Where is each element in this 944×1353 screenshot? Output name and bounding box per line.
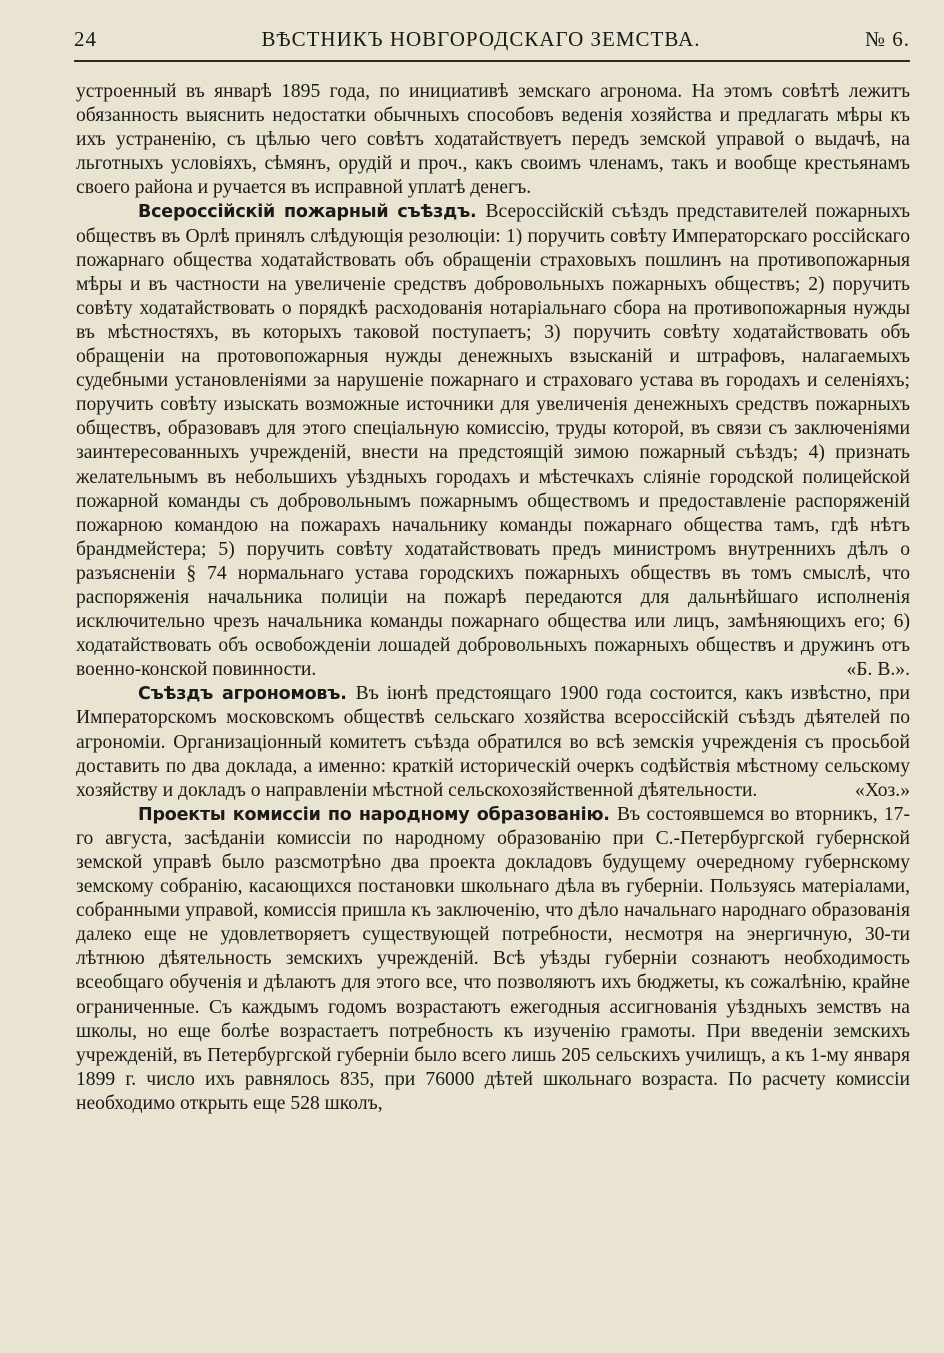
- page-number: 24: [74, 26, 97, 51]
- issue-number: № 6.: [864, 26, 910, 51]
- page-header: [74, 22, 910, 56]
- paragraph-continued: [76, 80, 910, 200]
- header-rule: [74, 60, 910, 62]
- running-title: ВѢСТНИКЪ НОВГОРОДСКАГО ЗЕМСТВА.: [261, 26, 701, 51]
- paragraph-text: Въ іюнѣ предстоящаго 1900 года состоится, какъ извѣстно, при Императорскомъ московскомъ обществѣ сельскаго хозяйства всероссійскій съѣздъ дѣятелей по агрономіи. Организаціонный комитетъ съѣзда обратился во всѣ земскія учрежденія съ просьбой доставить по два доклада, а именно: краткій историческій очеркъ содѣйствія мѣстному сельскому хозяйству и докладъ о направленіи мѣстной сельскохозяйственной дѣятельности.: [76, 683, 910, 801]
- article-body: [76, 80, 910, 1116]
- author-signature: «Б. В.».: [846, 659, 910, 681]
- section-heading: Всероссійскій пожарный съѣздъ.: [138, 202, 486, 223]
- author-signature: «Хоз.»: [855, 779, 910, 801]
- section-heading: Съѣздъ агрономовъ.: [138, 684, 356, 705]
- section-heading: Проекты комиссіи по народному образованію.: [138, 804, 617, 825]
- paragraph-education-commission: [76, 803, 910, 1116]
- paragraph-text: Въ состоявшемся во вторникъ, 17-го августа, засѣданіи комиссіи по народному образованію при С.-Петербургской губернской земской управѣ было разсмотрѣно два проекта докладовъ будущему очередному губернскому земскому собранію, касающихся постановки школьнаго дѣла въ губерніи. Пользуясь матеріалами, собранными управой, комиссія пришла къ заключенію, что дѣло начальнаго народнаго образованія далеко еще не удовлетворяетъ существующей потребности, несмотря на энергичную, 30-ти лѣтнюю дѣятельность земскихъ учрежденій. Всѣ уѣзды губерніи сознаютъ необходимость всеобщаго обученія и дѣлаютъ для этого все, что позволяютъ ихъ бюджеты, къ сожалѣнію, крайне ограниченные. Съ каждымъ годомъ возрастаютъ ежегодныя ассигнованія уѣздныхъ земствъ на школы, но еще болѣе возрастаетъ потребность къ изученію грамоты. При введеніи земскихъ учрежденій, въ Петербургской губерніи было всего лишь 205 сельскихъ училищъ, а къ 1-му января 1899 г. число ихъ равнялось 835, при 76000 дѣтей школьнаго возраста. По расчету комиссіи необходимо открыть еще 528 школъ,: [76, 803, 911, 1114]
- paragraph-agronomists-congress: [76, 682, 910, 802]
- paragraph-text: устроенный въ январѣ 1895 года, по инициативѣ земскаго агронома. На этомъ совѣтѣ лежитъ обязанность выяснить недостатки обычныхъ способовъ веденія хозяйства и предлагать мѣры къ ихъ устраненію, съ цѣлью чего совѣтъ ходатайствуетъ передъ земской управой о выдачѣ, на льготныхъ условіяхъ, сѣмянъ, орудій и проч., какъ своимъ членамъ, такъ и вообще крестьянамъ своего района и ручается въ исправной уплатѣ денегъ.: [76, 81, 910, 199]
- paragraph-fire-congress: [76, 200, 910, 682]
- paragraph-text: Всероссійскій съѣздъ представителей пожарныхъ обществъ въ Орлѣ принялъ слѣдующія резолюціи: 1) поручить совѣту Императорскаго россійскаго пожарнаго общества ходатайствовать объ обращеніи страховыхъ пошлинъ на противопожарныя мѣры и въ частности на увеличеніе средствъ добровольныхъ пожарныхъ обществъ; 2) поручить совѣту ходатайствовать о порядкѣ расходованія нотаріальнаго сбора на противопожарныя нужды въ мѣстностяхъ, въ которыхъ таковой поступаетъ; 3) поручить совѣту ходатайствовать объ обращеніи на протовопожарныя нужды денежныхъ взысканій и штрафовъ, налагаемыхъ судебными установленіями за нарушеніе пожарнаго и страховаго устава въ городахъ и селеніяхъ; поручить совѣту изыскать возможные источники для увеличенія денежныхъ средствъ пожарныхъ обществъ, образовавъ для этого спеціальную комиссію, труды которой, въ связи съ заключеніями заинтересованныхъ учрежденій, внести на предстоящій зимою пожарный съѣздъ; 4) признать желательнымъ въ небольшихъ уѣздныхъ городахъ и мѣстечкахъ сліяніе городской полицейской пожарной команды съ добровольнымъ пожарнымъ обществомъ и предоставленіе распоряженій пожарною командою на пожарахъ начальнику команды пожарнаго общества тамъ, гдѣ нѣтъ брандмейстера; 5) поручить совѣту ходатайствовать предъ министромъ внутреннихъ дѣлъ о разъясненіи § 74 нормальнаго устава городскихъ пожарныхъ обществъ въ томъ смыслѣ, что распоряженія начальника полиціи на пожарѣ передаются для дальнѣйшаго исполненія исключительно чрезъ начальника команды пожарнаго общества или лицъ, замѣняющихъ его; 6) ходатайствовать объ освобожденіи лошадей добровольныхъ пожарныхъ обществъ и дружинъ отъ военно-конской повинности.: [76, 201, 910, 681]
